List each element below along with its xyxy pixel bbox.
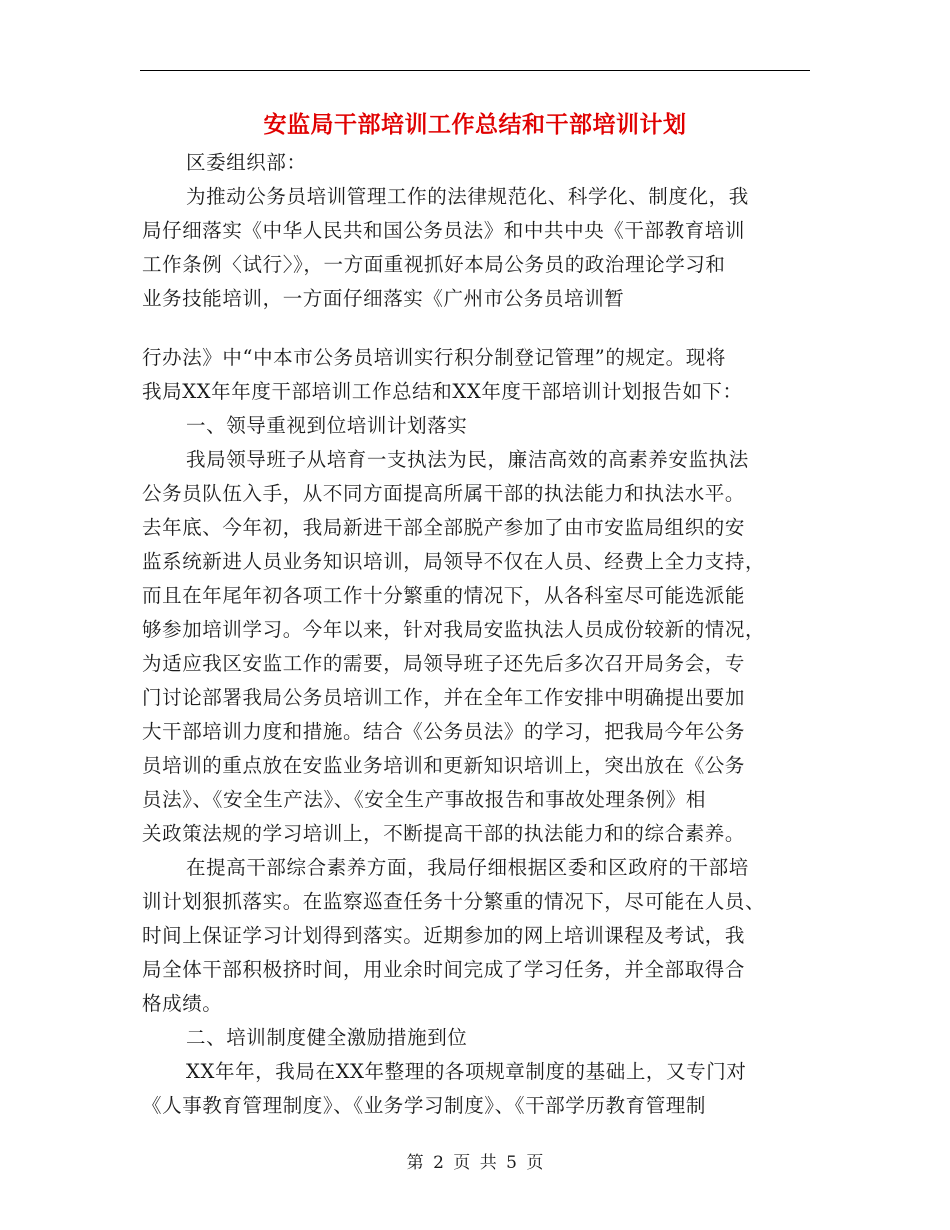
paragraph-line: 《人事教育管理制度》、《业务学习制度》、《干部学历教育管理制	[142, 1094, 707, 1117]
document-title: 安监局干部培训工作总结和干部培训计划	[263, 111, 687, 138]
paragraph-line: 门讨论部署我局公务员培训工作，并在全年工作安排中明确提出要加	[142, 686, 746, 709]
paragraph-line: 格成绩。	[142, 992, 223, 1015]
header-rule	[140, 70, 810, 71]
paragraph-line: 关政策法规的学习培训上，不断提高干部的执法能力和的综合素养。	[142, 822, 746, 845]
paragraph-line: 大干部培训力度和措施。结合《公务员法》的学习，把我局今年公务	[142, 720, 746, 743]
paragraph-line: 行办法》中“中本市公务员培训实行积分制登记管理”的规定。现将	[142, 346, 726, 369]
paragraph-line: 为适应我区安监工作的需要，局领导班子还先后多次召开局务会，专	[142, 652, 746, 675]
paragraph-line: 业务技能培训，一方面仔细落实《广州市公务员培训暂	[142, 287, 625, 310]
page-number: 第 2 页 共 5 页	[406, 1153, 544, 1173]
paragraph-line: 训计划狠抓落实。在监察巡查任务十分繁重的情况下，尽可能在人员、	[142, 890, 766, 913]
section-heading-1: 一、领导重视到位培训计划落实	[186, 414, 468, 437]
paragraph-line: 工作条例〈试行〉》，一方面重视抓好本局公务员的政治理论学习和	[142, 253, 726, 276]
paragraph-line: 我局XX年年度干部培训工作总结和XX年度干部培训计划报告如下：	[142, 380, 743, 403]
salutation: 区委组织部：	[186, 151, 307, 174]
paragraph-line: 够参加培训学习。今年以来，针对我局安监执法人员成份较新的情况，	[142, 618, 766, 641]
paragraph-line: 我局领导班子从培育一支执法为民，廉洁高效的高素养安监执法	[186, 448, 749, 471]
paragraph-line: 监系统新进人员业务知识培训，局领导不仅在人员、经费上全力支持，	[142, 550, 766, 573]
paragraph-line: 在提高干部综合素养方面，我局仔细根据区委和区政府的干部培	[186, 856, 749, 879]
paragraph-line: 去年底、今年初，我局新进干部全部脱产参加了由市安监局组织的安	[142, 516, 746, 539]
paragraph-line: 局仔细落实《中华人民共和国公务员法》和中共中央《干部教育培训	[142, 219, 746, 242]
paragraph-line: 而且在年尾年初各项工作十分繁重的情况下，从各科室尽可能选派能	[142, 584, 746, 607]
paragraph-line: 为推动公务员培训管理工作的法律规范化、科学化、制度化，我	[186, 185, 749, 208]
section-heading-2: 二、培训制度健全激励措施到位	[186, 1026, 468, 1049]
paragraph-line: 时间上保证学习计划得到落实。近期参加的网上培训课程及考试，我	[142, 924, 746, 947]
paragraph-line: 员法》、《安全生产法》、《安全生产事故报告和事故处理条例》相	[142, 788, 707, 811]
paragraph-line: 公务员队伍入手，从不同方面提高所属干部的执法能力和执法水平。	[142, 482, 746, 505]
paragraph-line: 局全体干部积极挤时间，用业余时间完成了学习任务，并全部取得合	[142, 958, 746, 981]
paragraph-line: 员培训的重点放在安监业务培训和更新知识培训上，突出放在《公务	[142, 754, 746, 777]
paragraph-line: XX年年，我局在XX年整理的各项规章制度的基础上，又专门对	[186, 1060, 747, 1083]
